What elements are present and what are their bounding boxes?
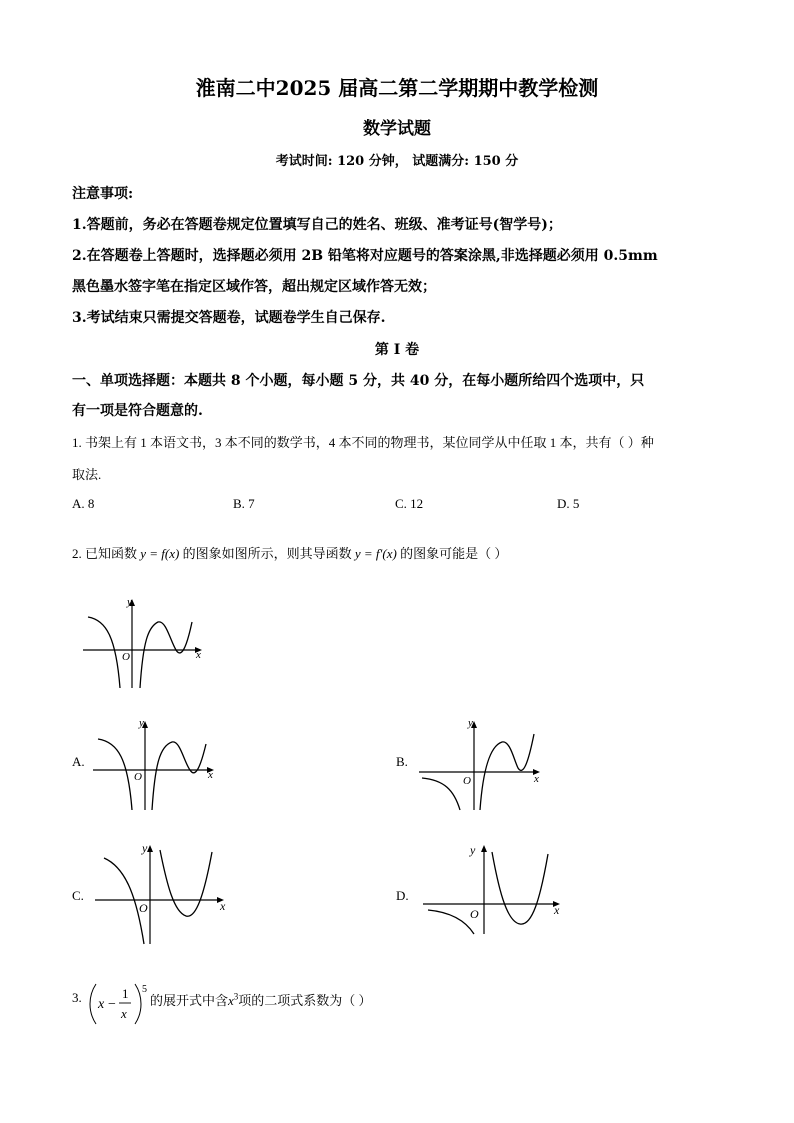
q3-stem — [150, 990, 372, 1009]
note-item-2-cont: 黑色墨水签字笔在指定区域作答，超出规定区域作答无效； — [72, 279, 436, 295]
q2-stem — [72, 543, 507, 562]
q3-exponent: 5 — [142, 984, 147, 995]
origin-label: O — [463, 775, 471, 787]
q2-prefix: 2. 已知函数 — [72, 546, 138, 561]
q2-main-graph — [78, 592, 208, 690]
q2-option-c-graph — [92, 840, 232, 946]
axis-y-label: y — [127, 596, 132, 608]
q1-stem-line2: 取法. — [72, 467, 102, 482]
q1-stem-line1: 1. 书架上有 1 本语文书，3 本不同的数学书，4 本不同的物理书，某位同学从中任取 1 本，共有（ ）种 — [72, 435, 654, 450]
axis-x-label: x — [534, 773, 539, 785]
volume-label: 第 I 卷 — [374, 342, 420, 358]
q3-term: x — [228, 993, 234, 1008]
q1-option-c: C. 12 — [395, 496, 424, 511]
q2-option-d-label: D. — [396, 888, 409, 903]
q1-option-a: A. 8 — [72, 496, 95, 511]
q3-frac-den: x — [121, 1006, 127, 1021]
section-heading-line1: 一、单项选择题：本题共 8 个小题，每小题 5 分，共 40 分，在每小题所给四个选项中，只 — [72, 373, 645, 389]
q2-option-a-label: A. — [72, 754, 85, 769]
q1-option-b: B. 7 — [233, 496, 255, 511]
notes-heading: 注意事项: — [72, 186, 134, 202]
axis-y-label: y — [142, 841, 148, 855]
origin-label: O — [134, 771, 142, 783]
origin-label: O — [470, 907, 479, 921]
exam-subject: 数学试题 — [363, 119, 431, 139]
note-item-2: 2.在答题卷上答题时，选择题必须用 2B 铅笔将对应题号的答案涂黑,非选择题必须用 0.5mm — [72, 248, 658, 264]
note-item-1: 1.答题前，务必在答题卷规定位置填写自己的姓名、班级、准考证号(智学号)； — [72, 217, 562, 233]
q2-suffix: 的图象可能是（ ） — [400, 546, 508, 561]
q2-option-c-label: C. — [72, 888, 84, 903]
axis-x-label: x — [196, 649, 201, 661]
q2-function: y = f(x) — [140, 546, 180, 561]
axis-x-label: x — [220, 899, 226, 913]
note-item-3: 3.考试结束只需提交答题卷，试题卷学生自己保存. — [72, 310, 386, 326]
q2-derivative: y = f′(x) — [354, 546, 397, 561]
q2-option-d-graph — [420, 840, 568, 936]
axis-y-label: y — [139, 717, 144, 729]
axis-y-label: y — [468, 717, 473, 729]
origin-label: O — [122, 651, 130, 663]
section-heading-line2: 有一项是符合题意的. — [72, 403, 203, 419]
q3-var-x: x — [98, 997, 105, 1012]
q3-term-exp: 3 — [233, 991, 239, 1002]
q3-text-after: 项的二项式系数为（ ） — [238, 993, 372, 1008]
q2-option-b-label: B. — [396, 754, 408, 769]
q3-minus: − — [108, 997, 116, 1012]
axis-y-label: y — [470, 843, 476, 857]
q3-binomial-expression — [88, 978, 150, 1028]
q2-option-a-graph — [90, 714, 220, 812]
axis-x-label: x — [208, 769, 213, 781]
exam-info: 考试时间: 120 分钟， 试题满分: 150 分 — [275, 154, 519, 169]
q3-text-before: 的展开式中含 — [150, 993, 229, 1008]
q2-option-b-graph — [416, 714, 546, 812]
q3-frac-num: 1 — [122, 986, 129, 1001]
axis-x-label: x — [554, 903, 560, 917]
q2-middle: 的图象如图所示，则其导函数 — [182, 546, 352, 561]
exam-title: 淮南二中2025 届高二第二学期期中教学检测 — [195, 76, 599, 100]
q1-option-d: D. 5 — [557, 496, 580, 511]
origin-label: O — [139, 901, 148, 915]
q3-number: 3. — [72, 990, 82, 1005]
